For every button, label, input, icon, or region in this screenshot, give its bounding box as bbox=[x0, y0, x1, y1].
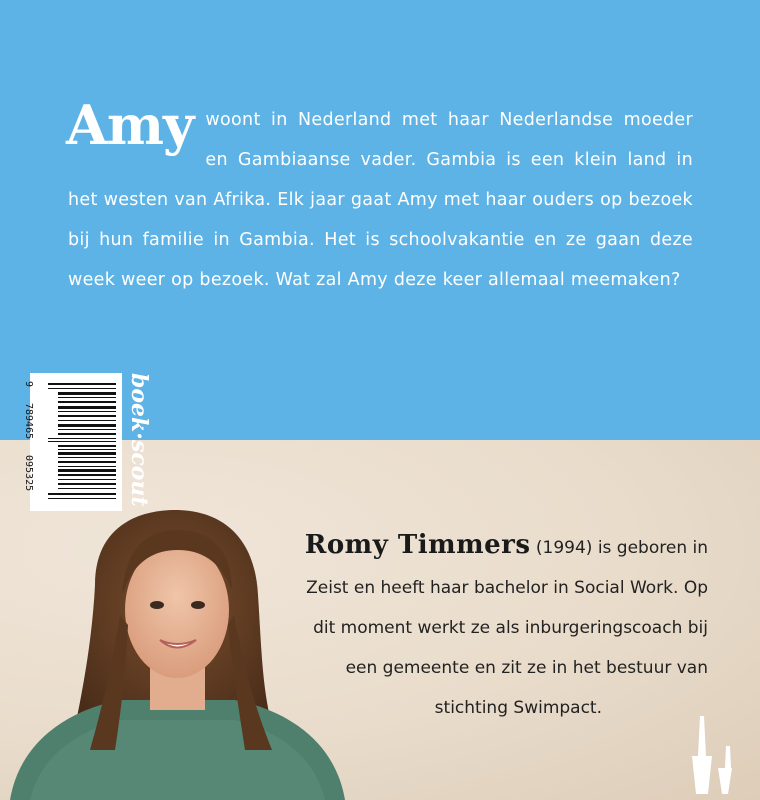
bio-line-4: een gemeente en zit ze in het bestuur van bbox=[345, 658, 708, 678]
bio-line-2: Zeist en heeft haar bachelor in Social Work. Op bbox=[306, 578, 708, 598]
dropcap-title: Amy bbox=[66, 93, 194, 157]
blurb-text: woont in Nederland met haar Nederlandse moeder en Gambiaanse vader. Gambia is een klein land in het westen van Afrika. Elk jaar gaat Amy met haar ouders op bezoek bij hun familie in Gambia. Het is schoolvakantie en ze gaan deze week weer op bezoek. Wat zal Amy deze keer allemaal meemaken? bbox=[68, 110, 693, 290]
author-name: Romy Timmers bbox=[304, 530, 531, 560]
bio-line-1-text: (1994) is geboren in bbox=[530, 538, 708, 558]
author-bio bbox=[240, 525, 708, 728]
publisher-name: boek·scout bbox=[126, 373, 152, 507]
barcode-bars bbox=[48, 381, 116, 503]
publisher-logo bbox=[126, 373, 154, 513]
bio-line-5: stichting Swimpact. bbox=[434, 698, 602, 718]
barcode-digits bbox=[23, 381, 46, 503]
back-cover-blurb bbox=[66, 93, 693, 300]
barcode-digit-group-1: 789465 bbox=[23, 403, 34, 440]
barcode-digit-group-2: 095325 bbox=[23, 455, 34, 492]
isbn-barcode bbox=[23, 373, 122, 511]
bio-line-3: dit moment werkt ze als inburgeringscoach bij bbox=[313, 618, 708, 638]
barcode-digit-prefix: 9 bbox=[23, 381, 34, 388]
bio-line-1 bbox=[240, 525, 708, 568]
publisher-figure-icon bbox=[678, 716, 744, 794]
